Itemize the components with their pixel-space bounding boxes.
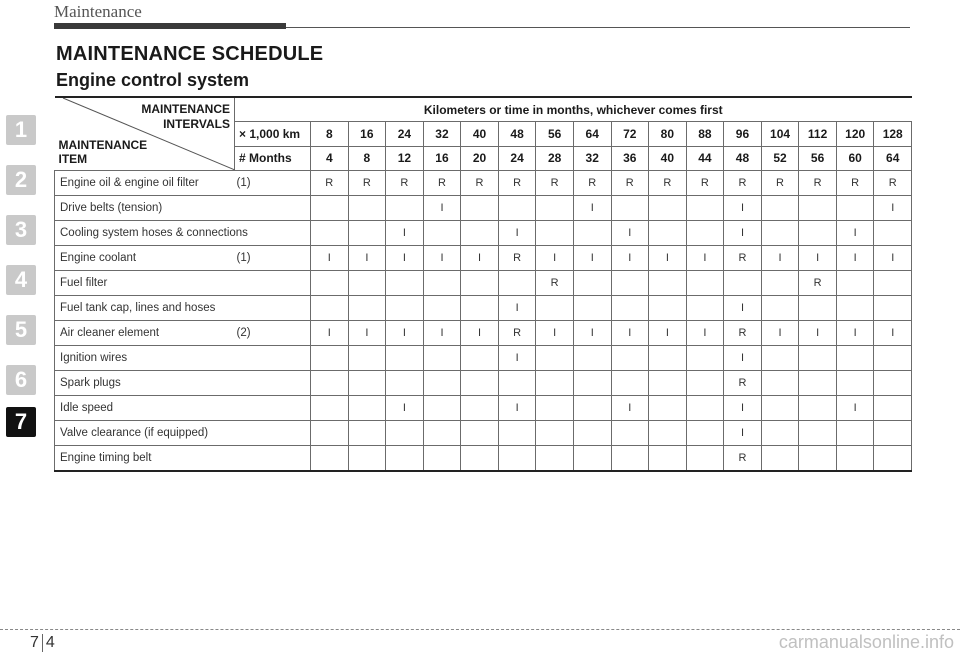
table-corner-header <box>55 97 235 171</box>
chapter-tab-3[interactable]: 3 <box>6 215 36 245</box>
schedule-cell <box>611 371 649 396</box>
schedule-cell <box>761 296 799 321</box>
schedule-cell <box>348 421 386 446</box>
schedule-cell: I <box>836 321 874 346</box>
schedule-cell <box>348 271 386 296</box>
schedule-cell: R <box>423 171 461 196</box>
schedule-cell <box>348 346 386 371</box>
schedule-cell <box>649 346 687 371</box>
item-name: Ignition wires <box>55 346 235 371</box>
schedule-cell <box>874 296 912 321</box>
km-header-cell: 120 <box>836 122 874 146</box>
month-header-cell: 20 <box>461 146 499 170</box>
schedule-cell <box>573 371 611 396</box>
table-row <box>55 296 912 321</box>
schedule-cell: I <box>686 246 724 271</box>
month-header-cell: 52 <box>761 146 799 170</box>
schedule-cell: I <box>649 246 687 271</box>
schedule-cell <box>573 296 611 321</box>
schedule-cell: R <box>799 271 837 296</box>
schedule-cell <box>348 371 386 396</box>
schedule-cell <box>761 221 799 246</box>
months-unit-label: # Months <box>235 146 311 170</box>
chapter-tab-7[interactable]: 7 <box>6 407 36 437</box>
item-note <box>235 346 311 371</box>
schedule-cell <box>761 446 799 472</box>
schedule-cell: I <box>874 246 912 271</box>
schedule-cell <box>649 371 687 396</box>
schedule-cell <box>498 196 536 221</box>
km-header-cell: 24 <box>386 122 424 146</box>
schedule-cell: R <box>348 171 386 196</box>
schedule-cell: I <box>573 196 611 221</box>
schedule-cell <box>573 346 611 371</box>
schedule-cell <box>761 421 799 446</box>
schedule-cell: R <box>761 171 799 196</box>
schedule-cell: I <box>611 396 649 421</box>
km-header-cell: 32 <box>423 122 461 146</box>
schedule-cell: R <box>311 171 349 196</box>
schedule-cell <box>348 296 386 321</box>
schedule-cell <box>311 346 349 371</box>
schedule-cell <box>423 421 461 446</box>
schedule-cell <box>799 296 837 321</box>
schedule-cell <box>611 296 649 321</box>
schedule-cell <box>348 221 386 246</box>
schedule-cell: I <box>498 296 536 321</box>
schedule-cell <box>536 446 574 472</box>
schedule-cell <box>836 271 874 296</box>
schedule-cell: R <box>836 171 874 196</box>
schedule-cell <box>386 271 424 296</box>
chapter-tab-5[interactable]: 5 <box>6 315 36 345</box>
item-note: (2) <box>235 321 311 346</box>
item-name: Fuel filter <box>55 271 235 296</box>
month-header-cell: 8 <box>348 146 386 170</box>
schedule-cell <box>761 346 799 371</box>
schedule-cell <box>649 446 687 472</box>
schedule-cell <box>649 296 687 321</box>
schedule-cell <box>649 396 687 421</box>
schedule-cell <box>536 221 574 246</box>
schedule-cell: I <box>498 346 536 371</box>
schedule-cell: I <box>573 246 611 271</box>
chapter-tab-4[interactable]: 4 <box>6 265 36 295</box>
km-unit-label: × 1,000 km <box>235 122 311 146</box>
km-header-cell: 48 <box>498 122 536 146</box>
schedule-cell: I <box>386 396 424 421</box>
month-header-cell: 28 <box>536 146 574 170</box>
km-header-cell: 112 <box>799 122 837 146</box>
table-row <box>55 271 912 296</box>
schedule-cell: R <box>686 171 724 196</box>
month-header-cell: 44 <box>686 146 724 170</box>
schedule-cell <box>536 296 574 321</box>
schedule-cell: R <box>386 171 424 196</box>
schedule-cell <box>874 271 912 296</box>
schedule-cell <box>536 196 574 221</box>
chapter-tab-1[interactable]: 1 <box>6 115 36 145</box>
item-name: Drive belts (tension) <box>55 196 235 221</box>
schedule-cell <box>686 446 724 472</box>
schedule-cell <box>311 296 349 321</box>
schedule-cell <box>686 346 724 371</box>
schedule-cell <box>386 371 424 396</box>
schedule-cell: R <box>573 171 611 196</box>
schedule-cell: I <box>836 221 874 246</box>
schedule-cell <box>536 346 574 371</box>
schedule-cell <box>799 421 837 446</box>
schedule-cell <box>649 271 687 296</box>
schedule-cell <box>573 221 611 246</box>
item-name: Cooling system hoses & connections <box>55 221 235 246</box>
schedule-cell <box>761 196 799 221</box>
item-label: MAINTENANCE ITEM <box>58 138 148 166</box>
schedule-cell <box>836 446 874 472</box>
schedule-cell <box>761 271 799 296</box>
schedule-cell <box>611 271 649 296</box>
item-note <box>235 196 311 221</box>
schedule-cell <box>686 296 724 321</box>
schedule-cell: R <box>536 271 574 296</box>
schedule-cell <box>836 196 874 221</box>
schedule-cell <box>686 271 724 296</box>
km-header-cell: 128 <box>874 122 912 146</box>
schedule-cell: R <box>724 446 762 472</box>
schedule-cell <box>311 446 349 472</box>
schedule-cell: I <box>386 246 424 271</box>
schedule-cell <box>461 446 499 472</box>
item-note <box>235 371 311 396</box>
schedule-cell <box>836 346 874 371</box>
schedule-cell: I <box>311 321 349 346</box>
schedule-cell: I <box>761 246 799 271</box>
table-row <box>55 221 912 246</box>
schedule-cell: I <box>536 246 574 271</box>
schedule-cell: R <box>724 171 762 196</box>
km-header-cell: 80 <box>649 122 687 146</box>
schedule-cell: I <box>874 196 912 221</box>
schedule-cell <box>498 446 536 472</box>
schedule-cell: I <box>573 321 611 346</box>
schedule-cell <box>874 446 912 472</box>
top-header: Kilometers or time in months, whichever comes first <box>235 97 912 122</box>
table-row <box>55 371 912 396</box>
schedule-cell: R <box>611 171 649 196</box>
watermark: carmanualsonline.info <box>778 632 954 652</box>
month-header-cell: 64 <box>874 146 912 170</box>
month-header-cell: 16 <box>423 146 461 170</box>
item-name: Fuel tank cap, lines and hoses <box>55 296 235 321</box>
schedule-cell <box>461 346 499 371</box>
schedule-cell <box>348 196 386 221</box>
schedule-cell: I <box>649 321 687 346</box>
km-header-cell: 72 <box>611 122 649 146</box>
schedule-cell <box>611 421 649 446</box>
schedule-cell <box>573 421 611 446</box>
schedule-cell <box>423 371 461 396</box>
schedule-cell <box>686 221 724 246</box>
schedule-cell: R <box>536 171 574 196</box>
schedule-cell: I <box>311 246 349 271</box>
schedule-cell: I <box>348 246 386 271</box>
schedule-cell: I <box>423 321 461 346</box>
schedule-cell: R <box>874 171 912 196</box>
km-header-cell: 16 <box>348 122 386 146</box>
schedule-cell: R <box>724 371 762 396</box>
schedule-cell <box>386 446 424 472</box>
month-header-cell: 56 <box>799 146 837 170</box>
schedule-cell: I <box>874 321 912 346</box>
schedule-cell: R <box>724 246 762 271</box>
footer-rule <box>0 629 960 630</box>
schedule-cell: I <box>611 246 649 271</box>
schedule-cell: I <box>799 321 837 346</box>
schedule-cell <box>799 371 837 396</box>
item-name: Air cleaner element <box>55 321 235 346</box>
month-header-cell: 32 <box>573 146 611 170</box>
km-header-cell: 88 <box>686 122 724 146</box>
schedule-cell <box>686 371 724 396</box>
table-row <box>55 321 912 346</box>
schedule-cell <box>536 396 574 421</box>
intervals-label: MAINTENANCE INTERVALS <box>141 102 230 131</box>
schedule-cell <box>799 346 837 371</box>
schedule-cell <box>836 371 874 396</box>
schedule-cell: I <box>498 396 536 421</box>
schedule-cell <box>799 396 837 421</box>
schedule-cell <box>649 196 687 221</box>
schedule-cell <box>348 446 386 472</box>
schedule-cell: I <box>386 321 424 346</box>
schedule-cell <box>461 196 499 221</box>
schedule-cell <box>311 196 349 221</box>
schedule-cell <box>536 421 574 446</box>
schedule-cell <box>761 371 799 396</box>
schedule-cell: I <box>423 196 461 221</box>
schedule-cell <box>386 196 424 221</box>
month-header-cell: 4 <box>311 146 349 170</box>
item-note: (1) <box>235 246 311 271</box>
item-note <box>235 271 311 296</box>
schedule-cell <box>799 196 837 221</box>
item-name: Engine oil & engine oil filter <box>55 171 235 196</box>
schedule-cell <box>611 196 649 221</box>
schedule-cell: I <box>498 221 536 246</box>
schedule-cell <box>573 396 611 421</box>
schedule-cell <box>799 221 837 246</box>
schedule-cell <box>611 346 649 371</box>
schedule-cell <box>686 421 724 446</box>
km-header-cell: 64 <box>573 122 611 146</box>
item-name: Spark plugs <box>55 371 235 396</box>
schedule-cell <box>461 421 499 446</box>
schedule-cell <box>311 421 349 446</box>
schedule-cell <box>874 346 912 371</box>
schedule-cell: R <box>498 321 536 346</box>
month-header-cell: 36 <box>611 146 649 170</box>
schedule-cell: I <box>386 221 424 246</box>
schedule-cell <box>311 396 349 421</box>
schedule-cell: R <box>649 171 687 196</box>
schedule-cell <box>836 296 874 321</box>
section-title: MAINTENANCE SCHEDULE <box>56 43 324 65</box>
item-note <box>235 296 311 321</box>
schedule-cell: I <box>724 221 762 246</box>
item-note <box>235 396 311 421</box>
schedule-cell <box>799 446 837 472</box>
schedule-cell: R <box>461 171 499 196</box>
schedule-cell <box>423 221 461 246</box>
item-name: Engine timing belt <box>55 446 235 472</box>
schedule-cell <box>498 371 536 396</box>
chapter-tab-2[interactable]: 2 <box>6 165 36 195</box>
item-note <box>235 446 311 472</box>
chapter-title: Maintenance <box>54 2 142 21</box>
table-row <box>55 171 912 196</box>
schedule-cell <box>649 421 687 446</box>
table-row <box>55 246 912 271</box>
schedule-cell: I <box>611 221 649 246</box>
schedule-cell <box>423 446 461 472</box>
item-name: Idle speed <box>55 396 235 421</box>
km-header-cell: 56 <box>536 122 574 146</box>
sub-title: Engine control system <box>56 70 250 90</box>
month-header-cell: 48 <box>724 146 762 170</box>
schedule-cell <box>348 396 386 421</box>
schedule-cell <box>461 221 499 246</box>
schedule-cell <box>386 421 424 446</box>
schedule-cell: I <box>536 321 574 346</box>
schedule-cell <box>386 296 424 321</box>
schedule-cell: R <box>799 171 837 196</box>
item-note: (1) <box>235 171 311 196</box>
table-row <box>55 346 912 371</box>
schedule-cell: R <box>498 246 536 271</box>
month-header-cell: 40 <box>649 146 687 170</box>
item-name: Valve clearance (if equipped) <box>55 421 235 446</box>
month-header-cell: 60 <box>836 146 874 170</box>
km-header-cell: 8 <box>311 122 349 146</box>
maintenance-schedule-table <box>54 96 912 472</box>
schedule-cell <box>386 346 424 371</box>
schedule-cell: R <box>498 171 536 196</box>
schedule-cell: I <box>724 196 762 221</box>
header-rule-thin <box>286 27 910 28</box>
schedule-cell <box>498 421 536 446</box>
schedule-cell <box>461 271 499 296</box>
schedule-cell <box>874 221 912 246</box>
item-name: Engine coolant <box>55 246 235 271</box>
schedule-cell <box>874 396 912 421</box>
schedule-cell: I <box>611 321 649 346</box>
km-header-cell: 104 <box>761 122 799 146</box>
header-rule-dark <box>54 23 286 29</box>
schedule-cell <box>423 271 461 296</box>
schedule-cell <box>423 296 461 321</box>
schedule-cell: I <box>761 321 799 346</box>
schedule-cell <box>874 421 912 446</box>
schedule-cell <box>423 396 461 421</box>
schedule-cell <box>611 446 649 472</box>
schedule-cell <box>649 221 687 246</box>
table-row <box>55 196 912 221</box>
schedule-cell <box>761 396 799 421</box>
schedule-cell <box>311 371 349 396</box>
page-number: 7 4 <box>30 634 55 652</box>
schedule-cell <box>461 396 499 421</box>
schedule-cell <box>498 271 536 296</box>
schedule-cell: I <box>724 421 762 446</box>
schedule-cell: I <box>799 246 837 271</box>
schedule-cell: I <box>423 246 461 271</box>
schedule-cell: I <box>836 396 874 421</box>
schedule-cell <box>874 371 912 396</box>
km-header-cell: 40 <box>461 122 499 146</box>
schedule-cell: I <box>461 321 499 346</box>
schedule-cell <box>311 271 349 296</box>
schedule-cell: I <box>461 246 499 271</box>
item-note <box>235 421 311 446</box>
schedule-cell <box>573 446 611 472</box>
schedule-cell: I <box>724 396 762 421</box>
schedule-cell: I <box>348 321 386 346</box>
schedule-cell: R <box>724 321 762 346</box>
month-header-cell: 24 <box>498 146 536 170</box>
schedule-cell: I <box>686 321 724 346</box>
schedule-cell: I <box>724 296 762 321</box>
schedule-cell <box>573 271 611 296</box>
table-row <box>55 421 912 446</box>
table-row <box>55 446 912 472</box>
km-header-cell: 96 <box>724 122 762 146</box>
schedule-cell <box>461 296 499 321</box>
schedule-cell: I <box>836 246 874 271</box>
schedule-cell <box>836 421 874 446</box>
schedule-cell: I <box>724 346 762 371</box>
schedule-cell <box>686 396 724 421</box>
schedule-cell <box>423 346 461 371</box>
table-row <box>55 396 912 421</box>
schedule-cell <box>724 271 762 296</box>
schedule-cell <box>311 221 349 246</box>
schedule-cell <box>536 371 574 396</box>
chapter-tab-6[interactable]: 6 <box>6 365 36 395</box>
month-header-cell: 12 <box>386 146 424 170</box>
schedule-cell <box>686 196 724 221</box>
schedule-cell <box>461 371 499 396</box>
